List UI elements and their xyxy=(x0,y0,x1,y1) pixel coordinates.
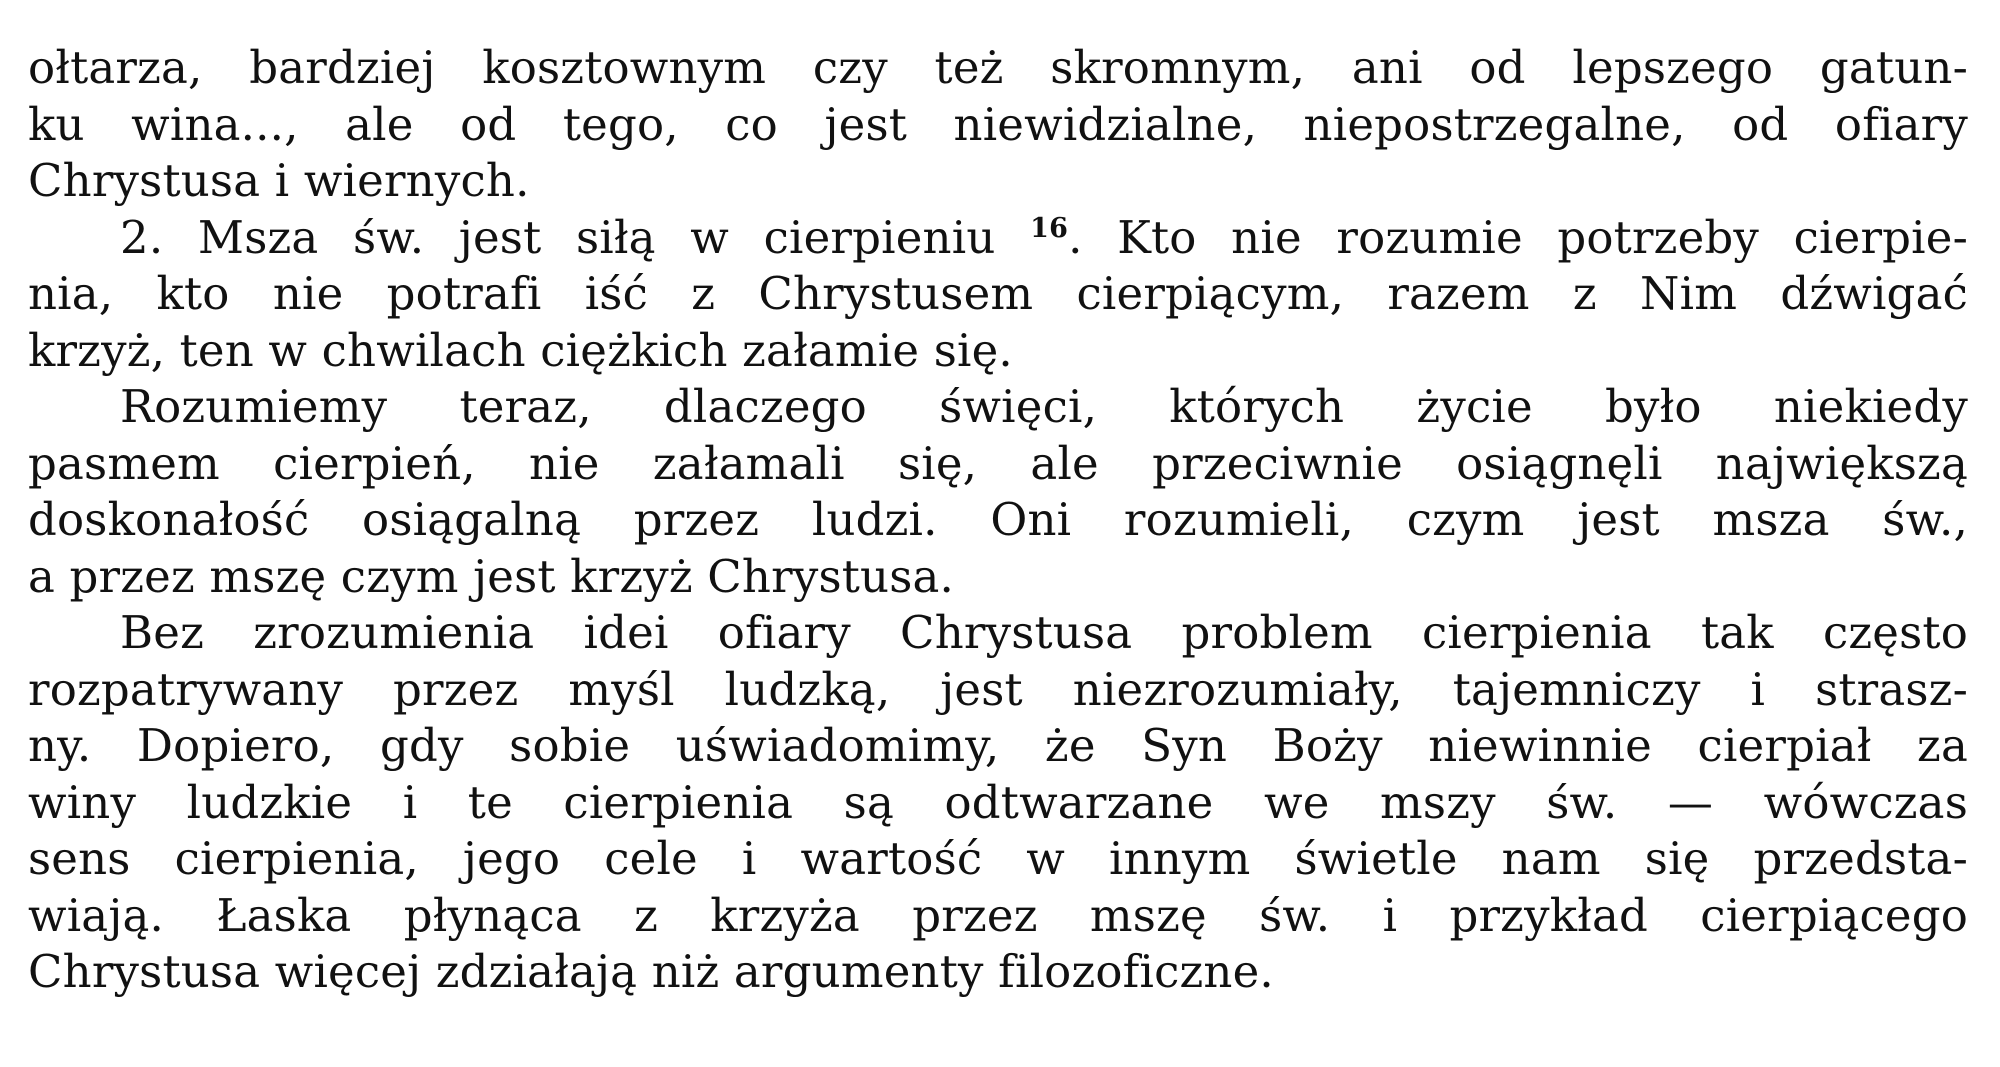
footnote-marker: 16 xyxy=(1030,212,1069,244)
text-line-1: ołtarza, bardziej kosztownym czy też skromnym, ani od lepszego gatun- xyxy=(28,41,1968,94)
text-line-4-start: 2. Msza św. jest siłą w cierpieniu xyxy=(120,210,1031,264)
text-line-15: sens cierpienia, jego cele i wartość w innym świetle nam się przedsta- xyxy=(28,832,1968,885)
text-line-4 xyxy=(28,210,1968,267)
text-line-13: ny. Dopiero, gdy sobie uświadomimy, że Syn Boży niewinnie cierpiał za xyxy=(28,719,1968,772)
text-line-11: Bez zrozumienia idei ofiary Chrystusa problem cierpienia tak często xyxy=(120,606,1968,659)
body-text xyxy=(28,40,1968,1001)
text-line-12: rozpatrywany przez myśl ludzką, jest niezrozumiały, tajemniczy i strasz- xyxy=(28,662,1968,716)
text-line-16: wiają. Łaska płynąca z krzyża przez mszę św. i przykład cierpiącego xyxy=(28,888,1968,942)
text-line-14: winy ludzkie i te cierpienia są odtwarzane we mszy św. — wówczas xyxy=(28,775,1968,829)
text-line-5: nia, kto nie potrafi iść z Chrystusem cierpiącym, razem z Nim dźwigać xyxy=(28,267,1968,320)
text-line-8: pasmem cierpień, nie załamali się, ale przeciwnie osiągnęli największą xyxy=(28,436,1968,490)
text-line-7: Rozumiemy teraz, dlaczego święci, których życie było niekiedy xyxy=(120,380,1968,433)
text-line-3: Chrystusa i wiernych. xyxy=(28,154,530,207)
text-line-6: krzyż, ten w chwilach ciężkich załamie się. xyxy=(28,323,1013,377)
text-line-17: Chrystusa więcej zdziałają niż argumenty filozoficzne. xyxy=(28,945,1274,998)
text-line-9: doskonałość osiągalną przez ludzi. Oni rozumieli, czym jest msza św., xyxy=(28,493,1968,546)
text-line-2: ku wina..., ale od tego, co jest niewidzialne, niepostrzegalne, od ofiary xyxy=(28,97,1968,151)
text-line-4-end: . Kto nie rozumie potrzeby cierpie- xyxy=(1068,210,1968,264)
text-line-10: a przez mszę czym jest krzyż Chrystusa. xyxy=(28,549,955,603)
